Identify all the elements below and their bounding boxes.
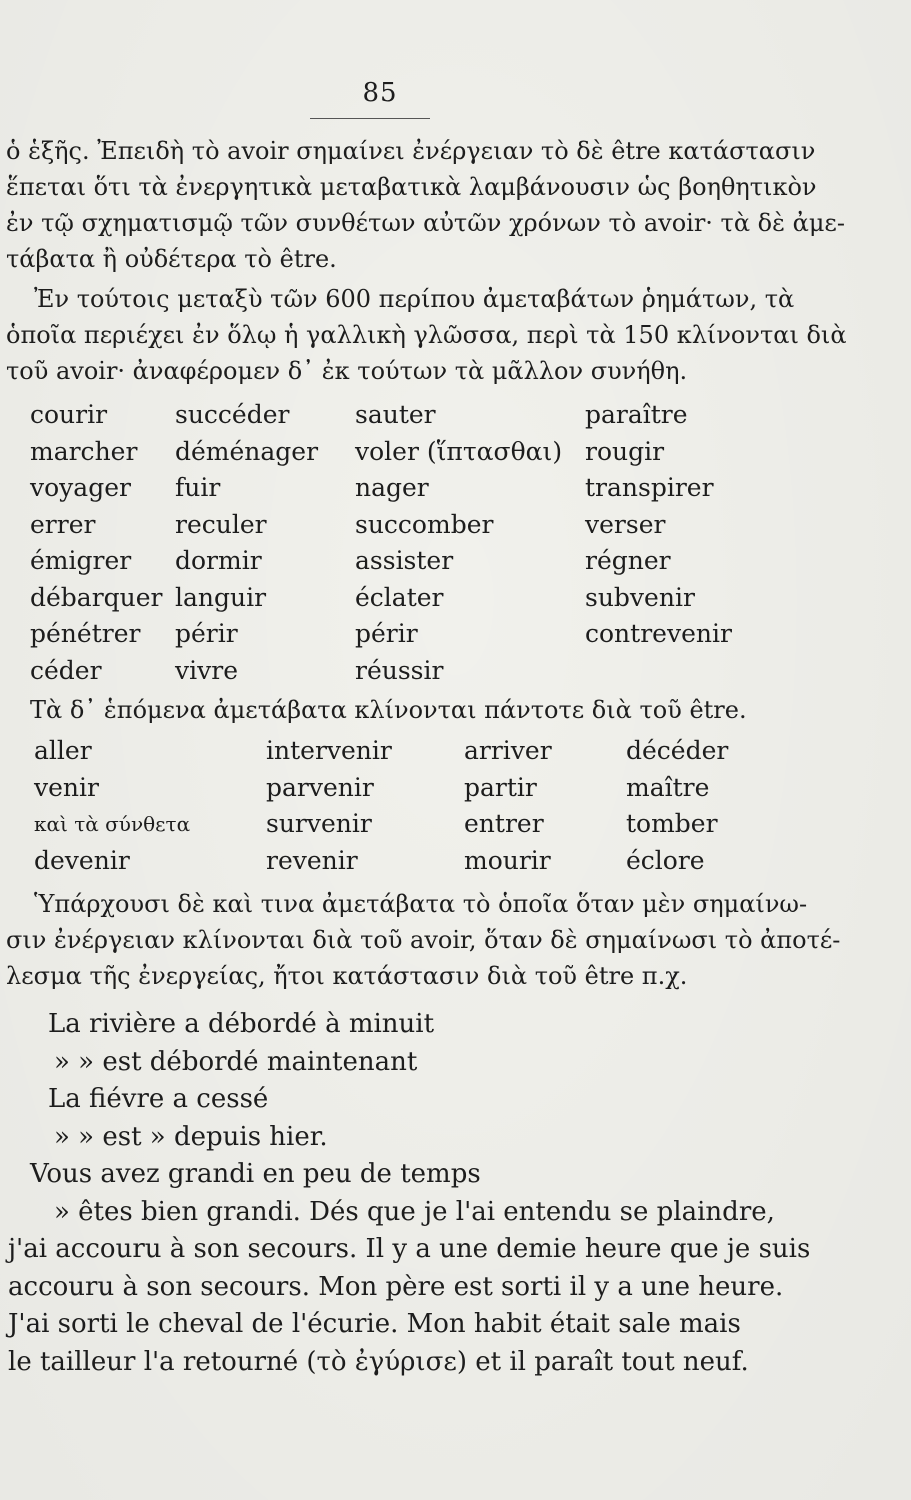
text-line: σιν ἐνέργειαν κλίνονται διὰ τοῦ avoir, ὅταν δὲ σημαίνωσι τὸ ἀποτέ- bbox=[6, 926, 841, 954]
verb: arriver bbox=[464, 736, 552, 765]
text-line: Ἐν τούτοις μεταξὺ τῶν 600 περίπου ἀμεταβάτων ῥημάτων, τὰ bbox=[34, 285, 795, 313]
verb: régner bbox=[585, 546, 671, 575]
verb-column bbox=[175, 397, 318, 689]
example-line: » êtes bien grandi. Dés que je l'ai entendu se plaindre, bbox=[54, 1196, 775, 1227]
verb-column bbox=[34, 733, 190, 879]
verb-column bbox=[30, 397, 163, 689]
verb-column bbox=[266, 733, 392, 879]
verb-column bbox=[585, 397, 732, 653]
intro-paragraph bbox=[6, 133, 886, 277]
verb: périr bbox=[175, 619, 238, 648]
verb: parvenir bbox=[266, 772, 374, 802]
verb: succomber bbox=[355, 509, 494, 539]
verb: devenir bbox=[34, 845, 130, 875]
verb: périr bbox=[355, 619, 418, 648]
header-rule bbox=[310, 118, 430, 119]
third-paragraph bbox=[6, 886, 886, 994]
verb: errer bbox=[30, 509, 96, 539]
example-line: » » est » depuis hier. bbox=[54, 1121, 328, 1152]
example-line: j'ai accouru à son secours. Il y a une demie heure que je suis bbox=[8, 1234, 811, 1264]
avoir-verb-table bbox=[30, 397, 890, 697]
verb: nager bbox=[355, 473, 429, 502]
text-line: Τὰ δ᾽ ἑπόμενα ἀμετάβατα κλίνονται πάντοτε διὰ τοῦ être. bbox=[30, 696, 747, 724]
verb: verser bbox=[585, 509, 666, 539]
verb: dormir bbox=[175, 546, 262, 575]
page-number: 85 bbox=[362, 78, 398, 108]
verb: émigrer bbox=[30, 546, 132, 575]
text-line: ἕπεται ὅτι τὰ ἐνεργητικὰ μεταβατικὰ λαμβάνουσιν ὡς βοηθητικὸν bbox=[6, 173, 817, 201]
verb: décéder bbox=[626, 736, 729, 765]
verb: survenir bbox=[266, 809, 372, 838]
example-line: le tailleur l'a retourné (τὸ ἐγύρισε) et il paraît tout neuf. bbox=[8, 1346, 749, 1377]
verb: subvenir bbox=[585, 582, 695, 612]
verb: intervenir bbox=[266, 736, 392, 765]
verb: fuir bbox=[175, 473, 221, 502]
verb: céder bbox=[30, 655, 102, 685]
verb: partir bbox=[464, 772, 537, 802]
example-line: La rivière a débordé à minuit bbox=[48, 1009, 435, 1039]
example-line: J'ai sorti le cheval de l'écurie. Mon habit était sale mais bbox=[8, 1309, 741, 1339]
verb: paraître bbox=[585, 400, 688, 429]
verb: voler (ἵπτασθαι) bbox=[355, 436, 563, 466]
verb-column bbox=[355, 397, 562, 689]
verb: sauter bbox=[355, 400, 436, 429]
example-line: Vous avez grandi en peu de temps bbox=[30, 1159, 481, 1189]
example-line: accouru à son secours. Mon père est sorti il y a une heure. bbox=[8, 1271, 784, 1302]
verb: languir bbox=[175, 582, 267, 612]
verb: entrer bbox=[464, 809, 544, 838]
example-line: » » est débordé maintenant bbox=[54, 1046, 418, 1077]
text-line: ἐν τῷ σχηματισμῷ τῶν συνθέτων αὐτῶν χρόνων τὸ avoir· τὰ δὲ ἀμε- bbox=[6, 209, 845, 237]
verb: éclore bbox=[626, 845, 705, 875]
verb: aller bbox=[34, 736, 92, 765]
example-line: La fiévre a cessé bbox=[48, 1084, 269, 1114]
etre-verb-table bbox=[34, 733, 894, 883]
verb: rougir bbox=[585, 436, 665, 466]
verb: pénétrer bbox=[30, 619, 141, 648]
verb: succéder bbox=[175, 400, 290, 429]
verb: débarquer bbox=[30, 582, 163, 612]
verb: courir bbox=[30, 400, 108, 429]
text-line: ὁποῖα περιέχει ἐν ὅλῳ ἡ γαλλικὴ γλῶσσα, περὶ τὰ 150 κλίνονται διὰ bbox=[6, 321, 847, 349]
verb: maître bbox=[626, 772, 710, 802]
verb: réussir bbox=[355, 655, 444, 685]
verb: tomber bbox=[626, 809, 718, 838]
verb: déménager bbox=[175, 436, 319, 466]
verb: venir bbox=[34, 772, 99, 802]
verb-column bbox=[464, 733, 552, 879]
verb: assister bbox=[355, 546, 454, 575]
verb: marcher bbox=[30, 436, 138, 466]
verb: transpirer bbox=[585, 473, 714, 502]
second-paragraph bbox=[6, 281, 886, 389]
examples-block bbox=[8, 1006, 890, 1381]
etre-intro bbox=[30, 692, 910, 728]
verb: revenir bbox=[266, 845, 358, 875]
verb: éclater bbox=[355, 582, 444, 612]
verb: reculer bbox=[175, 509, 267, 539]
text-line: Ὑπάρχουσι δὲ καὶ τινα ἀμετάβατα τὸ ὁποῖα ὅταν μὲν σημαίνω- bbox=[34, 890, 808, 918]
verb: mourir bbox=[464, 845, 551, 875]
verb: voyager bbox=[30, 473, 131, 502]
text-line: τάβατα ἢ οὐδέτερα τὸ être. bbox=[6, 245, 337, 273]
verb: contrevenir bbox=[585, 619, 732, 648]
verb: καὶ τὰ σύνθετα bbox=[34, 812, 191, 836]
verb-column bbox=[626, 733, 728, 879]
text-line: ὁ ἑξῆς. Ἐπειδὴ τὸ avoir σημαίνει ἐνέργειαν τὸ δὲ être κατάστασιν bbox=[6, 137, 816, 165]
verb: vivre bbox=[175, 655, 238, 685]
text-line: τοῦ avoir· ἀναφέρομεν δ᾽ ἐκ τούτων τὰ μᾶλλον συνήθη. bbox=[6, 357, 688, 385]
text-line: λεσμα τῆς ἐνεργείας, ἤτοι κατάστασιν διὰ τοῦ être π.χ. bbox=[6, 962, 688, 990]
